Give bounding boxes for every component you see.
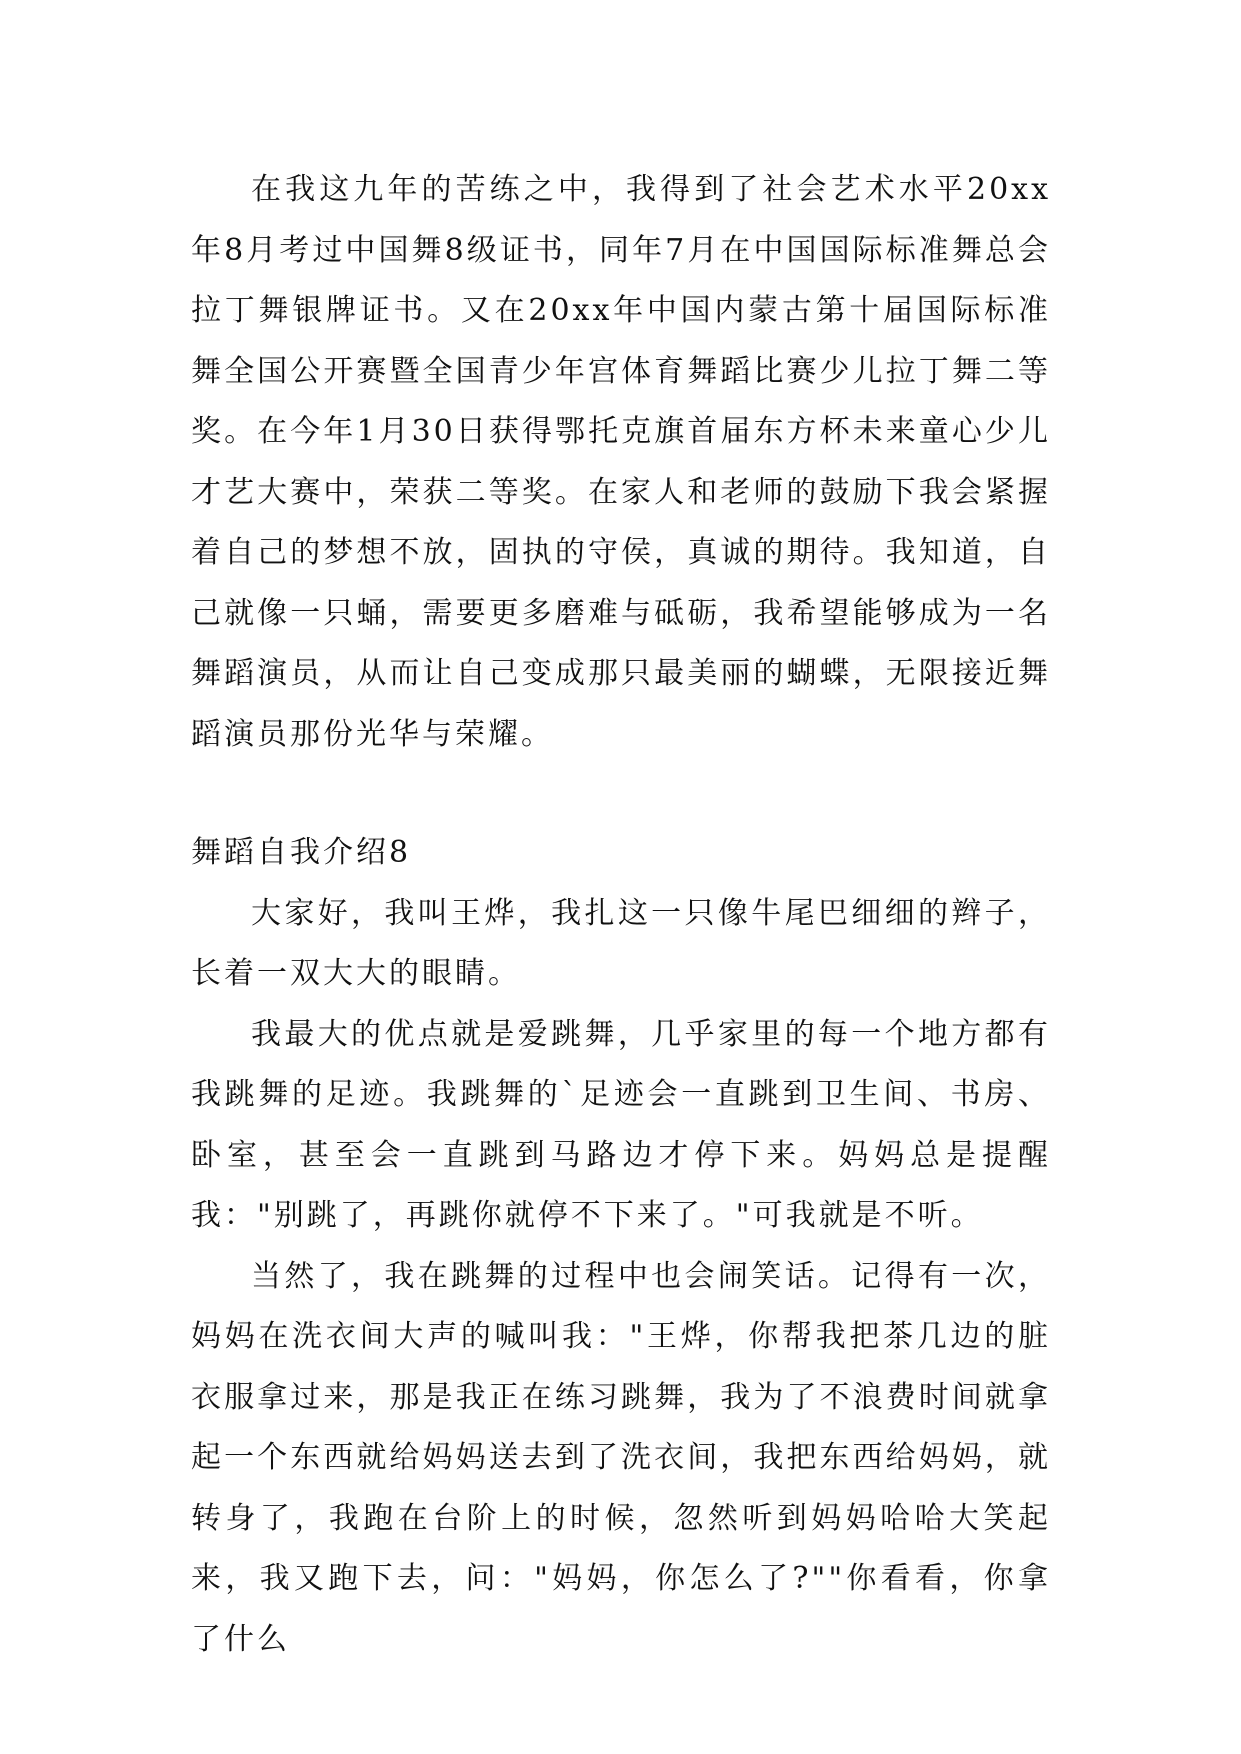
document-body [191, 160, 1051, 1670]
paragraph-achievements: 在我这九年的苦练之中，我得到了社会艺术水平20xx年8月考过中国舞8级证书，同年7月在中国国际标准舞总会拉丁舞银牌证书。又在20xx年中国内蒙古第十届国际标准舞全国公开赛暨全国青少年宫体育舞蹈比赛少儿拉丁舞二等奖。在今年1月30日获得鄂托克旗首届东方杯未来童心少儿才艺大赛中，荣获二等奖。在家人和老师的鼓励下我会紧握着自己的梦想不放，固执的守侯，真诚的期待。我知道，自己就像一只蛹，需要更多磨难与砥砺，我希望能够成为一名舞蹈演员，从而让自己变成那只最美丽的蝴蝶，无限接近舞蹈演员那份光华与荣耀。 [191, 172, 1051, 752]
paragraph-funny-story: 当然了，我在跳舞的过程中也会闹笑话。记得有一次，妈妈在洗衣间大声的喊叫我："王烨，你帮我把茶几边的脏衣服拿过来，那是我正在练习跳舞，我为了不浪费时间就拿起一个东西就给妈妈送去到了洗衣间，我把东西给妈妈，就转身了，我跑在台阶上的时候，忽然听到妈妈哈哈大笑起来，我又跑下去，问："妈妈，你怎么了?""你看看，你拿了什么 [191, 1258, 1051, 1657]
paragraph-intro: 大家好，我叫王烨，我扎这一只像牛尾巴细细的辫子，长着一双大大的眼睛。 [191, 895, 1051, 991]
paragraph-love-dance: 我最大的优点就是爱跳舞，几乎家里的每一个地方都有我跳舞的足迹。我跳舞的`足迹会一直跳到卫生间、书房、卧室，甚至会一直跳到马路边才停下来。妈妈总是提醒我："别跳了，再跳你就停不下来了。"可我就是不听。 [191, 1016, 1051, 1233]
section-heading: 舞蹈自我介绍8 [191, 835, 412, 870]
